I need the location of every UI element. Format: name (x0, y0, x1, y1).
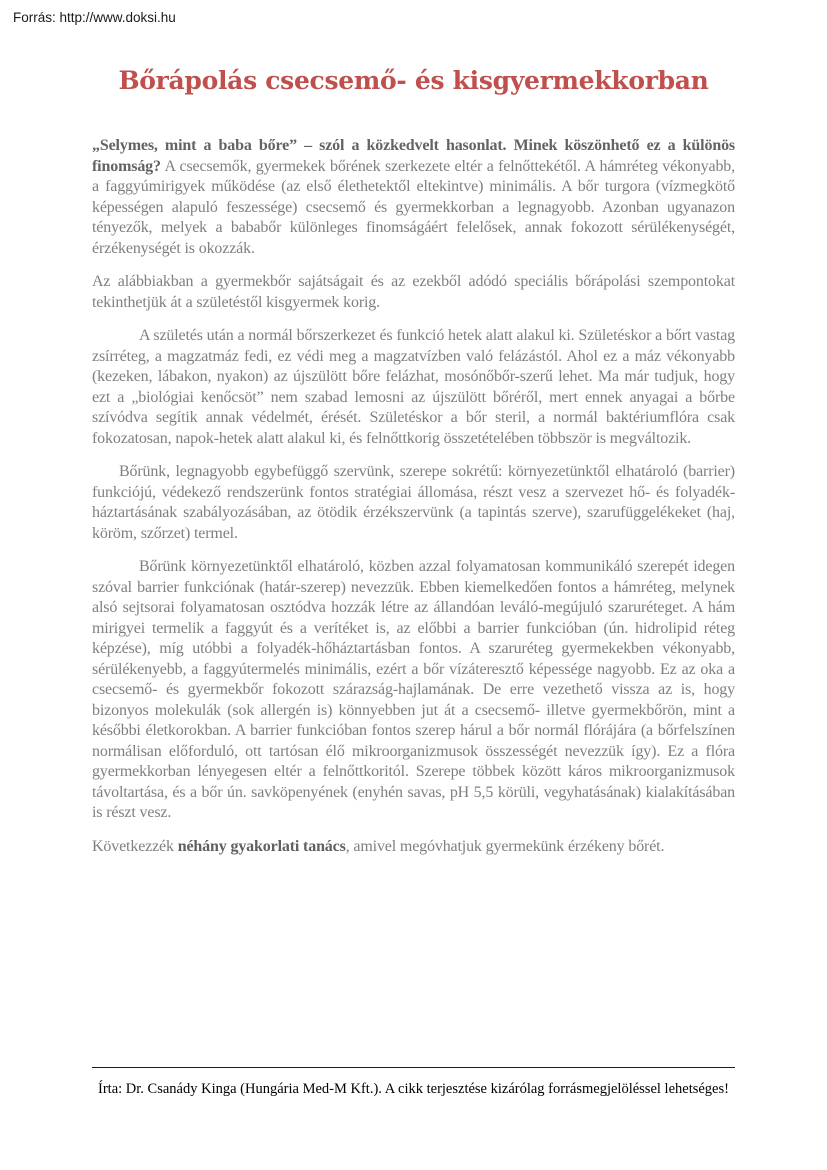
footer-credit: Írta: Dr. Csanády Kinga (Hungária Med-M Kft.). A cikk terjesztése kizárólag forrásmegjelöléssel lehetséges! (98, 1081, 729, 1097)
paragraph-overview: Az alábbiakban a gyermekbőr sajátságait és az ezekből adódó speciális bőrápolási szempontokat tekinthetjük át a születéstől kisgyermek korig. (92, 273, 735, 311)
article-body (92, 136, 735, 857)
paragraph-intro-text: A csecsemők, gyermekek bőrének szerkezete eltér a felnőttekétől. A hámréteg vékonyabb, a faggyúmirigyek működése (az első élethetektől eltekintve) minimális. A bőr turgora (vízmegkötő képességen alapuló feszessége) csecsemő és gyermekkorban a legnagyobb. Azonban ugyanazon tényezők, melyek a bababőr különleges finomságáért felelősek, annak fokozott sérülékenységét, érzékenységét is okozzák. (92, 157, 735, 257)
paragraph-skin-organ: Bőrünk, legnagyobb egybefüggő szervünk, szerepe sokrétű: környezetünktől elhatároló (barrier) funkciójú, védekező rendszerünk fontos stratégiai állomása, részt vesz a szervezet hő- és folyadék-háztartásának szabályozásában, az ötödik érzékszervünk (a tapintás szerve), szarufüggelékeket (haj, köröm, szőrzet) termel. (92, 463, 735, 542)
closing-note-bold: néhány gyakorlati tanács (177, 837, 346, 855)
closing-note-rest: , amivel megóvhatjuk gyermekünk érzékeny bőrét. (345, 837, 665, 855)
article-content (92, 0, 735, 870)
page-title: Bőrápolás csecsemő- és kisgyermekkorban (118, 66, 709, 95)
closing-note-lead: Következzék (92, 837, 178, 855)
closing-note (92, 837, 735, 858)
source-note: Forrás: http://www.doksi.hu (13, 10, 176, 25)
paragraph-intro-bold-lead: „Selymes, mint a baba bőre” – szól a közkedvelt hasonlat. Minek köszönhető ez a különös finomság? (92, 137, 735, 175)
paragraph-barrier: Bőrünk környezetünktől elhatároló, közben azzal folyamatosan kommunikáló szerepét idegen szóval barrier funkciónak (határ-szerep) nevezzük. Ebben kiemelkedően fontos a hámréteg, melynek alsó sejtsorai folyamatosan osztódva hozzák létre az állandóan leváló-megújuló szaruréteget. A hám mirigyei termelik a faggyút és a verítéket is, az előbbi a barrier funkcióban (ún. hidrolipid réteg képzése), míg utóbbi a folyadék-hőháztartásban fontos. A szaruréteg gyermekekben vékonyabb, sérülékenyebb, a faggyútermelés minimális, ezért a bőr vízáteresztő képessége nagyobb. Ez az oka a csecsemő- és gyermekbőr fokozott szárazság-hajlamának. De erre vezethető vissza az is, hogy bizonyos molekulák (sok allergén is) könnyebben jut át a csecsemő- illetve gyermekbőrön, mint a későbbi életkorokban. A barrier funkcióban fontos szerep hárul a bőr normál flórájára (a bőrfelszínen normálisan előforduló, ott tartósan élő mikroorganizmusok összességét nevezzük így). Ez a flóra gyermekkorban lényegesen eltér a felnőttkoritól. Szerepe többek között káros mikroorganizmusok távoltartása, és a bőr ún. savköpenyének (enyhén savas, pH 5,5 körüli, vegyhatásának) kialakításában is részt vesz. (92, 558, 735, 821)
paragraph-intro (92, 136, 735, 259)
page-footer (92, 1067, 735, 1098)
paragraph-birth: A születés után a normál bőrszerkezet és funkció hetek alatt alakul ki. Születéskor a bőrt vastag zsírréteg, a magzatmáz fedi, ez védi meg a magzatvízben való felázástól. Ahol ez a máz vékonyabb (kezeken, lábakon, nyakon) az újszülött bőre felázhat, mosónőbőr-szerű lehet. Ma már tudjuk, hogy ezt a „biológiai kenőcsöt” nem szabad lemosni az újszülött bőréről, mert ennek anyagai a bőrbe szívódva segítik annak védelmét, érését. Születéskor a bőr steril, a normál baktériumflóra csak fokozatosan, napok-hetek alatt alakul ki, és felnőttkorig összetételében többször is megváltozik. (92, 327, 735, 447)
